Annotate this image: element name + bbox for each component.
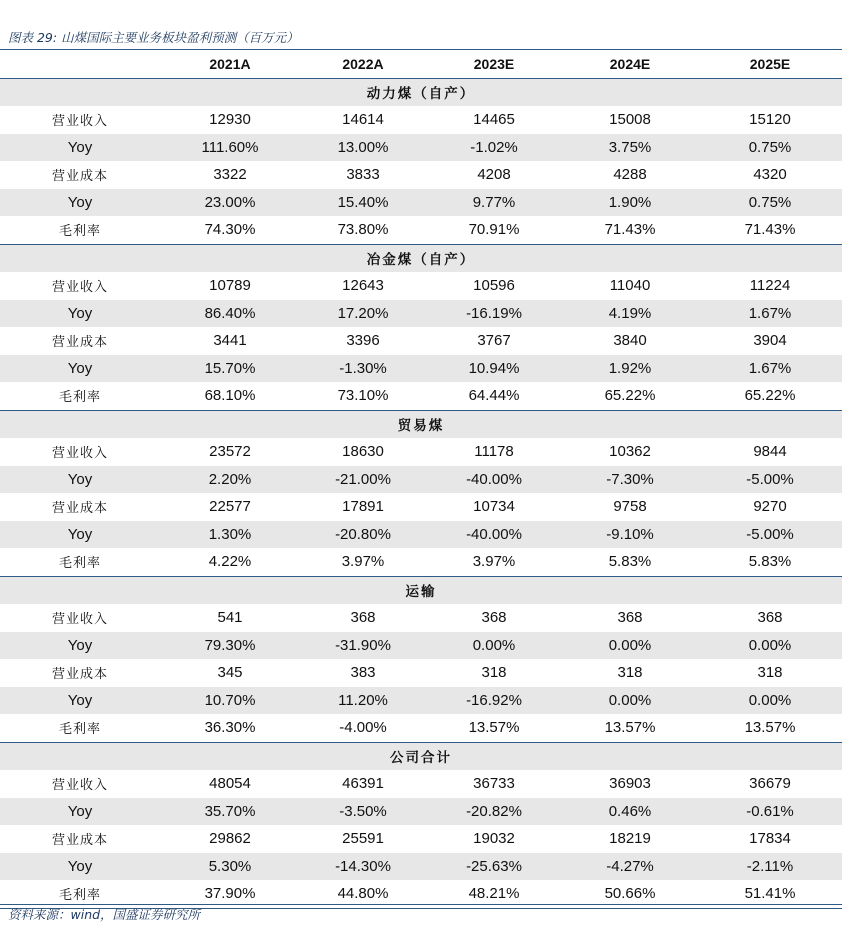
row-label: Yoy: [67, 636, 93, 654]
table-cell: 10789: [209, 277, 251, 295]
table-cell: 11178: [474, 443, 514, 461]
row-label: 营业成本: [51, 335, 108, 351]
table-cell: 64.44%: [468, 387, 520, 405]
table-cell: 4.22%: [208, 553, 252, 571]
table-cell: 318: [481, 664, 507, 682]
row-label: Yoy: [67, 193, 93, 211]
table-row: [0, 216, 842, 245]
table-cell: 25591: [342, 830, 384, 848]
table-cell: 5.83%: [748, 553, 792, 571]
row-label: Yoy: [67, 138, 93, 156]
table-cell: 18219: [609, 830, 651, 848]
table-cell: 3.75%: [608, 138, 652, 156]
table-cell: 36903: [609, 775, 651, 793]
table-row: [0, 272, 842, 300]
table-cell: 3904: [753, 332, 787, 350]
table-row: [0, 327, 842, 355]
table-cell: 12643: [342, 277, 384, 295]
table-cell: 13.00%: [337, 138, 389, 156]
table-cell: 17.20%: [337, 304, 389, 322]
table-row: [0, 438, 842, 466]
table-cell: 0.00%: [748, 691, 792, 709]
row-label: 营业收入: [51, 446, 108, 462]
table-cell: 44.80%: [337, 885, 389, 903]
header-cell: 2024E: [609, 55, 651, 72]
table-cell: 9270: [753, 498, 787, 516]
section-header-row: [0, 743, 842, 771]
table-row: [0, 798, 842, 826]
table-cell: 11040: [609, 277, 651, 295]
table-cell: -16.19%: [466, 304, 522, 322]
section-header-row: [0, 577, 842, 605]
table-cell: 368: [617, 609, 643, 627]
table-cell: 79.30%: [204, 636, 256, 654]
table-row: [0, 853, 842, 881]
table-cell: 3767: [477, 332, 511, 350]
table-row: [0, 687, 842, 715]
table-cell: 0.00%: [608, 691, 652, 709]
table-cell: -25.63%: [466, 857, 522, 875]
table-cell: 111.60%: [201, 138, 259, 156]
table-row: [0, 825, 842, 853]
table-cell: 318: [617, 664, 643, 682]
table-cell: 14614: [342, 111, 384, 129]
table-cell: 65.22%: [604, 387, 656, 405]
table-row: [0, 770, 842, 798]
table-cell: 0.00%: [748, 636, 792, 654]
row-label: Yoy: [67, 857, 93, 875]
section-header-row: [0, 79, 842, 107]
row-label: Yoy: [67, 304, 93, 322]
table-cell: -1.02%: [470, 138, 518, 156]
table-cell: 10596: [473, 277, 515, 295]
table-cell: 51.41%: [744, 885, 796, 903]
section-header-row: [0, 245, 842, 273]
row-label: Yoy: [67, 470, 93, 488]
row-label: 营业收入: [51, 280, 108, 296]
row-label: 营业收入: [51, 114, 108, 130]
table-cell: 74.30%: [204, 221, 256, 239]
table-cell: 10362: [609, 443, 651, 461]
table-cell: -14.30%: [335, 857, 391, 875]
table-cell: 1.67%: [748, 304, 792, 322]
table-cell: 3833: [346, 166, 380, 184]
table-cell: 9.77%: [472, 193, 516, 211]
table-cell: 3840: [613, 332, 647, 350]
table-cell: 318: [757, 664, 783, 682]
table-cell: 368: [757, 609, 783, 627]
row-label: 毛利率: [58, 888, 101, 904]
table-cell: 12930: [209, 111, 251, 129]
table-row: [0, 355, 842, 383]
table-cell: 0.46%: [608, 802, 652, 820]
table-cell: 4320: [753, 166, 787, 184]
table-cell: 13.57%: [744, 719, 796, 737]
table-cell: 15.70%: [204, 359, 256, 377]
table-cell: 68.10%: [204, 387, 256, 405]
table-row: [0, 493, 842, 521]
table-cell: -5.00%: [746, 525, 794, 543]
table-row: [0, 548, 842, 577]
table-cell: 1.90%: [608, 193, 652, 211]
table-cell: 9758: [613, 498, 647, 516]
table-cell: -9.10%: [606, 525, 654, 543]
table-body: [0, 79, 842, 909]
table-cell: 10734: [473, 498, 515, 516]
table-cell: -20.82%: [466, 802, 522, 820]
source-note: 资料来源：wind，国盛证券研究所: [8, 907, 201, 922]
row-label: 毛利率: [58, 390, 101, 406]
row-label: 毛利率: [58, 556, 101, 572]
row-label: 毛利率: [58, 224, 101, 240]
forecast-table: [0, 49, 842, 909]
table-cell: 50.66%: [604, 885, 656, 903]
table-cell: 71.43%: [744, 221, 796, 239]
table-cell: 48.21%: [468, 885, 520, 903]
table-cell: 368: [350, 609, 376, 627]
table-header-row: [0, 50, 842, 79]
table-cell: 4288: [613, 166, 647, 184]
table-cell: 11224: [749, 277, 791, 295]
table-cell: 36679: [749, 775, 791, 793]
section-title: 动力煤（自产）: [366, 86, 476, 103]
table-cell: 46391: [342, 775, 384, 793]
table-cell: 0.75%: [748, 193, 792, 211]
table-row: [0, 659, 842, 687]
row-label: 营业成本: [51, 169, 108, 185]
table-cell: 36733: [473, 775, 515, 793]
table-cell: 11.20%: [338, 691, 388, 709]
table-row: [0, 134, 842, 162]
table-cell: -40.00%: [466, 470, 522, 488]
table-row: [0, 466, 842, 494]
header-cell: 2022A: [342, 55, 384, 72]
table-cell: 4.19%: [608, 304, 652, 322]
table-cell: 3396: [346, 332, 380, 350]
table-cell: 35.70%: [204, 802, 256, 820]
table-cell: 22577: [209, 498, 251, 516]
header-cell: 2021A: [209, 55, 251, 72]
table-cell: -1.30%: [339, 359, 387, 377]
table-cell: 3441: [213, 332, 247, 350]
table-cell: 541: [217, 609, 243, 627]
section-title: 贸易煤: [397, 418, 445, 435]
table-cell: 71.43%: [604, 221, 656, 239]
table-row: [0, 714, 842, 743]
table-cell: -7.30%: [606, 470, 654, 488]
table-cell: 17834: [749, 830, 791, 848]
table-cell: 48054: [209, 775, 251, 793]
table-row: [0, 521, 842, 549]
row-label: Yoy: [67, 359, 93, 377]
table-cell: 383: [350, 664, 376, 682]
row-label: 营业成本: [51, 833, 108, 849]
table-cell: -31.90%: [335, 636, 391, 654]
row-label: 营业收入: [51, 778, 108, 794]
table-cell: -4.00%: [339, 719, 387, 737]
table-cell: -3.50%: [339, 802, 387, 820]
table-cell: 0.00%: [472, 636, 516, 654]
table-cell: -40.00%: [466, 525, 522, 543]
table-row: [0, 604, 842, 632]
table-cell: 3.97%: [472, 553, 516, 571]
row-label: 营业收入: [51, 612, 108, 628]
figure-caption: 图表 29: 山煤国际主要业务板块盈利预测（百万元）: [8, 30, 299, 45]
row-label: Yoy: [67, 525, 93, 543]
row-label: 毛利率: [58, 722, 101, 738]
table-cell: 15120: [749, 111, 791, 129]
table-row: [0, 632, 842, 660]
table-cell: -16.92%: [466, 691, 522, 709]
table-cell: 1.67%: [748, 359, 792, 377]
table-cell: 5.83%: [608, 553, 652, 571]
section-title: 公司合计: [390, 750, 452, 767]
table-cell: 65.22%: [744, 387, 796, 405]
table-cell: -2.11%: [746, 857, 794, 875]
table-cell: 19032: [473, 830, 515, 848]
table-cell: -20.80%: [335, 525, 391, 543]
table-cell: 0.00%: [608, 636, 652, 654]
table-cell: -21.00%: [335, 470, 391, 488]
section-title: 运输: [405, 584, 437, 601]
section-title: 冶金煤（自产）: [366, 252, 476, 269]
table-cell: 10.70%: [204, 691, 256, 709]
table-row: [0, 300, 842, 328]
table-row: [0, 189, 842, 217]
table-cell: 70.91%: [468, 221, 520, 239]
table-cell: 36.30%: [204, 719, 256, 737]
table-cell: 37.90%: [204, 885, 256, 903]
table-cell: -5.00%: [746, 470, 794, 488]
table-row: [0, 161, 842, 189]
row-label: Yoy: [67, 691, 93, 709]
table-cell: 23.00%: [204, 193, 256, 211]
table-cell: -0.61%: [746, 802, 794, 820]
table-cell: 18630: [342, 443, 384, 461]
table-cell: 3.97%: [341, 553, 385, 571]
table-cell: 15.40%: [337, 193, 389, 211]
table-cell: 23572: [209, 443, 251, 461]
table-cell: 1.92%: [608, 359, 652, 377]
section-header-row: [0, 411, 842, 439]
table-cell: 368: [481, 609, 507, 627]
table-cell: 17891: [342, 498, 384, 516]
header-cell: 2023E: [473, 55, 515, 72]
table-cell: 14465: [473, 111, 515, 129]
row-label: Yoy: [67, 802, 93, 820]
row-label: 营业成本: [51, 667, 108, 683]
table-cell: 13.57%: [468, 719, 520, 737]
table-cell: -4.27%: [606, 857, 654, 875]
table-cell: 73.10%: [337, 387, 389, 405]
header-cell: 2025E: [749, 55, 791, 72]
table-cell: 345: [217, 664, 243, 682]
table-cell: 73.80%: [337, 221, 389, 239]
table-cell: 29862: [209, 830, 251, 848]
table-cell: 9844: [753, 443, 787, 461]
table-row: [0, 106, 842, 134]
table-cell: 13.57%: [604, 719, 656, 737]
table-cell: 3322: [213, 166, 247, 184]
table-row: [0, 382, 842, 411]
table-cell: 0.75%: [748, 138, 792, 156]
table-cell: 2.20%: [208, 470, 252, 488]
table-cell: 5.30%: [208, 857, 252, 875]
table-cell: 1.30%: [208, 525, 252, 543]
table-cell: 15008: [609, 111, 651, 129]
table-cell: 4208: [477, 166, 511, 184]
table-cell: 10.94%: [468, 359, 520, 377]
row-label: 营业成本: [51, 501, 108, 517]
table-cell: 86.40%: [204, 304, 256, 322]
